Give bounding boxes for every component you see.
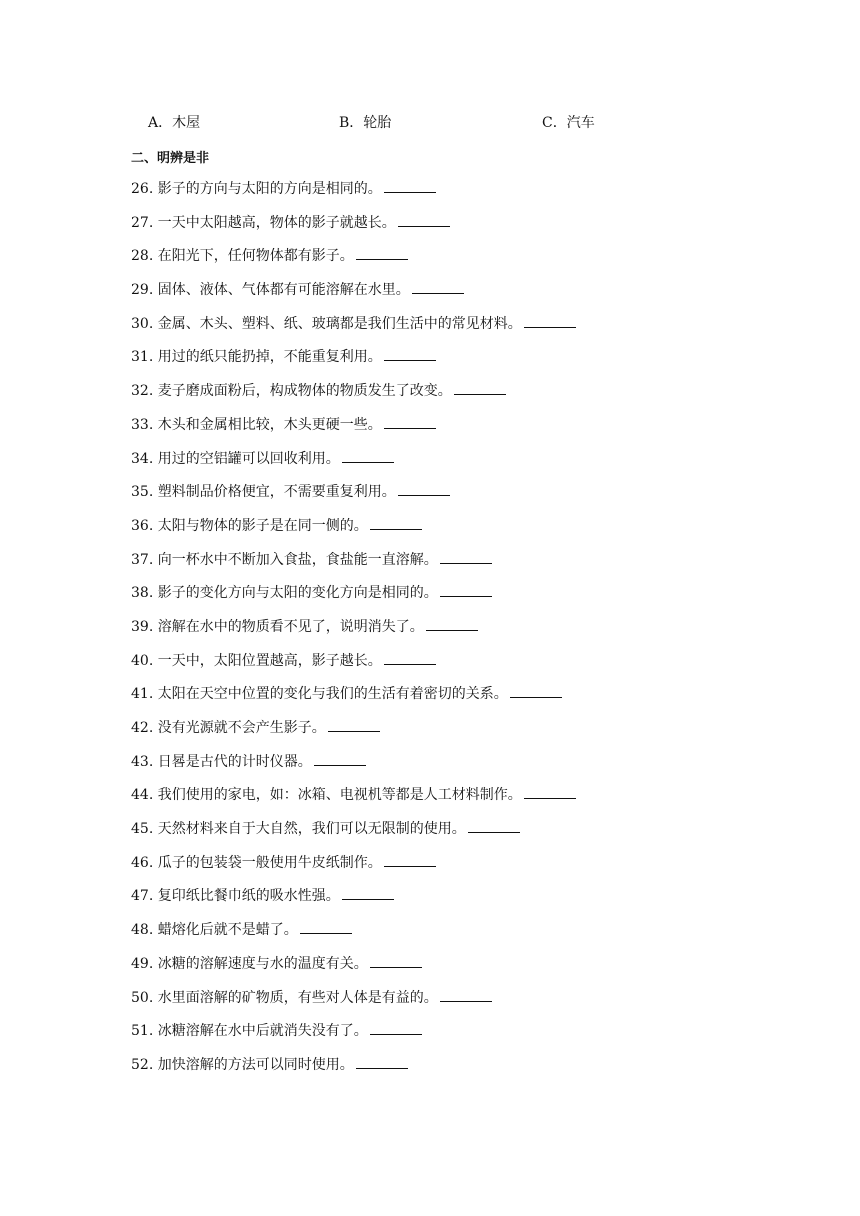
- question-number: 37.: [131, 551, 154, 568]
- answer-blank[interactable]: [384, 346, 436, 361]
- question-number: 50.: [131, 989, 154, 1006]
- question-text: 瓜子的包装袋一般使用牛皮纸制作。: [157, 854, 382, 871]
- question-number: 42.: [131, 720, 154, 736]
- question-item: [131, 717, 771, 751]
- question-text: 在阳光下，任何物体都有影子。: [157, 248, 354, 265]
- answer-blank[interactable]: [440, 582, 492, 597]
- question-list: [131, 178, 771, 1088]
- question-text: 麦子磨成面粉后，构成物体的物质发生了改变。: [157, 383, 452, 400]
- question-text: 溶解在水中的物质看不见了，说明消失了。: [157, 618, 424, 635]
- question-item: [131, 549, 771, 583]
- answer-choices: [148, 112, 788, 134]
- answer-blank[interactable]: [384, 414, 436, 429]
- question-text: 没有光源就不会产生影子。: [157, 720, 326, 736]
- question-item: [131, 279, 771, 313]
- question-number: 28.: [131, 248, 154, 265]
- question-number: 34.: [131, 450, 154, 467]
- answer-blank[interactable]: [524, 784, 576, 799]
- question-number: 47.: [131, 888, 154, 905]
- question-text: 一天中太阳越高，物体的影子就越长。: [157, 214, 396, 231]
- question-number: 31.: [131, 349, 154, 366]
- question-item: [131, 1020, 771, 1054]
- answer-blank[interactable]: [356, 1054, 408, 1069]
- answer-blank[interactable]: [426, 616, 478, 631]
- answer-blank[interactable]: [300, 919, 352, 934]
- question-item: [131, 380, 771, 414]
- question-item: [131, 885, 771, 919]
- section-title: 二、明辨是非: [131, 151, 210, 166]
- question-number: 27.: [131, 214, 154, 231]
- question-item: [131, 481, 771, 515]
- question-text: 冰糖溶解在水中后就消失没有了。: [157, 1023, 368, 1040]
- question-text: 太阳与物体的影子是在同一侧的。: [157, 517, 368, 534]
- choice-b: B．轮胎: [339, 115, 392, 131]
- question-item: [131, 919, 771, 953]
- question-item: [131, 414, 771, 448]
- answer-blank[interactable]: [370, 1020, 422, 1035]
- question-number: 39.: [131, 618, 154, 635]
- question-item: [131, 852, 771, 886]
- question-text: 影子的方向与太阳的方向是相同的。: [157, 181, 382, 197]
- question-text: 用过的空铝罐可以回收利用。: [157, 450, 340, 467]
- answer-blank[interactable]: [342, 885, 394, 900]
- answer-blank[interactable]: [356, 245, 408, 260]
- question-number: 30.: [131, 315, 154, 332]
- choice-a: A．木屋: [148, 115, 201, 131]
- question-item: [131, 751, 771, 785]
- question-number: 26.: [131, 181, 154, 197]
- question-text: 一天中，太阳位置越高，影子越长。: [157, 652, 382, 669]
- question-text: 冰糖的溶解速度与水的温度有关。: [157, 955, 368, 972]
- question-number: 49.: [131, 955, 154, 972]
- answer-blank[interactable]: [440, 549, 492, 564]
- question-item: [131, 784, 771, 818]
- question-number: 29.: [131, 282, 154, 299]
- question-text: 木头和金属相比较，木头更硬一些。: [157, 416, 382, 433]
- question-text: 影子的变化方向与太阳的变化方向是相同的。: [157, 585, 438, 602]
- answer-blank[interactable]: [384, 852, 436, 867]
- question-item: [131, 616, 771, 650]
- question-text: 塑料制品价格便宜，不需要重复利用。: [157, 484, 396, 501]
- question-number: 35.: [131, 484, 154, 501]
- question-text: 加快溶解的方法可以同时使用。: [157, 1056, 354, 1073]
- question-number: 44.: [131, 787, 154, 804]
- question-item: [131, 245, 771, 279]
- question-item: [131, 313, 771, 347]
- choice-c: C．汽车: [542, 115, 595, 131]
- answer-blank[interactable]: [398, 212, 450, 227]
- question-text: 复印纸比餐巾纸的吸水性强。: [157, 888, 340, 905]
- answer-blank[interactable]: [342, 448, 394, 463]
- question-item: [131, 1054, 771, 1088]
- question-number: 41.: [131, 686, 154, 703]
- answer-blank[interactable]: [384, 650, 436, 665]
- answer-blank[interactable]: [468, 818, 520, 833]
- question-item: [131, 178, 771, 212]
- question-item: [131, 953, 771, 987]
- question-text: 向一杯水中不断加入食盐，食盐能一直溶解。: [157, 551, 438, 568]
- question-text: 太阳在天空中位置的变化与我们的生活有着密切的关系。: [157, 686, 508, 703]
- question-item: [131, 683, 771, 717]
- answer-blank[interactable]: [328, 717, 380, 732]
- question-number: 48.: [131, 922, 154, 939]
- question-number: 52.: [131, 1056, 154, 1073]
- answer-blank[interactable]: [412, 279, 464, 294]
- question-number: 36.: [131, 517, 154, 534]
- question-item: [131, 650, 771, 684]
- answer-blank[interactable]: [510, 683, 562, 698]
- question-number: 38.: [131, 585, 154, 602]
- question-text: 我们使用的家电，如：冰箱、电视机等都是人工材料制作。: [157, 787, 522, 804]
- question-text: 金属、木头、塑料、纸、玻璃都是我们生活中的常见材料。: [157, 315, 522, 332]
- question-text: 用过的纸只能扔掉，不能重复利用。: [157, 349, 382, 366]
- question-item: [131, 448, 771, 482]
- question-item: [131, 818, 771, 852]
- question-text: 蜡熔化后就不是蜡了。: [157, 922, 298, 939]
- question-item: [131, 987, 771, 1021]
- answer-blank[interactable]: [524, 313, 576, 328]
- question-text: 固体、液体、气体都有可能溶解在水里。: [157, 282, 410, 299]
- question-item: [131, 515, 771, 549]
- question-number: 51.: [131, 1023, 154, 1040]
- question-number: 46.: [131, 854, 154, 871]
- question-number: 45.: [131, 821, 154, 838]
- answer-blank[interactable]: [440, 987, 492, 1002]
- question-number: 43.: [131, 753, 154, 770]
- question-text: 水里面溶解的矿物质，有些对人体是有益的。: [157, 989, 438, 1006]
- question-text: 日晷是古代的计时仪器。: [157, 753, 312, 770]
- answer-blank[interactable]: [454, 380, 506, 395]
- question-text: 天然材料来自于大自然，我们可以无限制的使用。: [157, 821, 466, 838]
- question-item: [131, 582, 771, 616]
- question-item: [131, 346, 771, 380]
- answer-blank[interactable]: [370, 515, 422, 530]
- answer-blank[interactable]: [370, 953, 422, 968]
- question-number: 32.: [131, 383, 154, 400]
- answer-blank[interactable]: [314, 751, 366, 766]
- question-number: 33.: [131, 416, 154, 433]
- question-item: [131, 212, 771, 246]
- answer-blank[interactable]: [384, 178, 436, 193]
- answer-blank[interactable]: [398, 481, 450, 496]
- question-number: 40.: [131, 652, 154, 669]
